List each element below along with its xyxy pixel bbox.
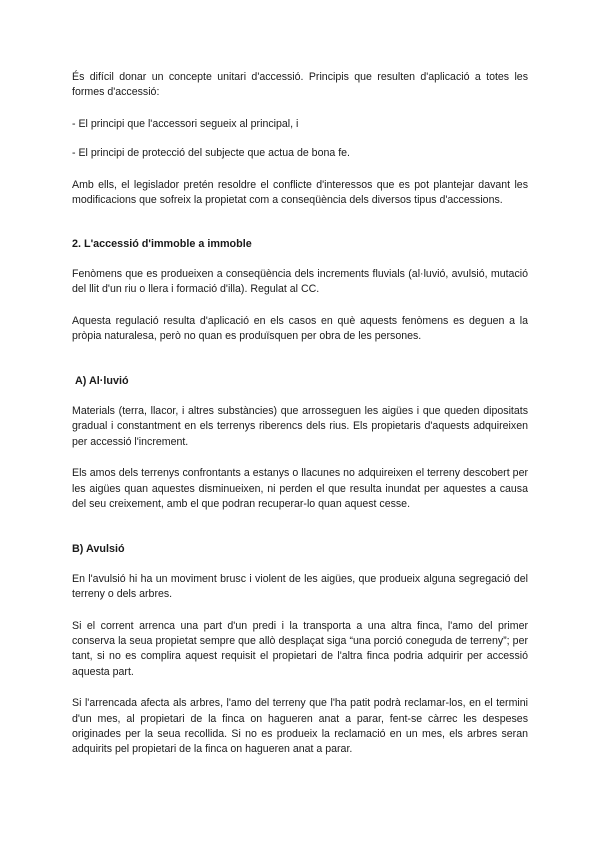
- intro-principle-2: - El principi de protecció del subjecte que actua de bona fe.: [72, 147, 350, 160]
- section-b-paragraph-2: Si el corrent arrenca una part d'un predi i la transporta a una altra finca, l'amo del primer conserva la seua propietat sempre que allò desplaçat siga “una porció coneguda de terreny”; per tant, si no es complira aquest requisit el propietari de l'altra finca podria adquirir per accessió aquesta part.: [72, 619, 528, 678]
- section-b-heading: B) Avulsió: [72, 543, 125, 556]
- intro-principle-1: - El principi que l'accessori segueix al principal, i: [72, 117, 299, 130]
- section-2-heading: 2. L'accessió d'immoble a immoble: [72, 238, 252, 251]
- section-2-paragraph-2: Aquesta regulació resulta d'aplicació en els casos en què aquests fenòmens es deguen a la pròpia naturalesa, però no quan es produïsquen per obra de les persones.: [72, 314, 528, 343]
- intro-paragraph-2: Amb ells, el legislador pretén resoldre el conflicte d'interessos que es pot plantejar davant les modificacions que sofreix la propietat com a conseqüència dels diversos tipus d'accessions.: [72, 178, 528, 207]
- section-a-paragraph-1: Materials (terra, llacor, i altres substàncies) que arrosseguen les aigües i que queden dipositats gradual i constantment en els terrenys riberencs dels rius. Els propietaris d'aquests adquireixen per accessió l'increment.: [72, 404, 528, 448]
- section-a-paragraph-2: Els amos dels terrenys confrontants a estanys o llacunes no adquireixen el terreny descobert per les aigües quan aquestes disminueixen, ni perden el que resulta inundat per aquestes a causa del seu creixement, amb el que podran recuperar-lo quan aquest cesse.: [72, 467, 528, 510]
- section-b-paragraph-3: Si l'arrencada afecta als arbres, l'amo del terreny que l'ha patit podrà reclamar-los, en el termini d'un mes, al propietari de la finca on hagueren anat a parar, fent-se càrrec les despeses originades per la seua recollida. Si no es produeix la reclamació en un mes, els arbres seran adquirits pel propietari de la finca on hagueren anat a parar.: [72, 697, 528, 756]
- section-b-paragraph-1: En l'avulsió hi ha un moviment brusc i violent de les aigües, que produeix alguna segregació del terreny o dels arbres.: [72, 572, 528, 601]
- document-page: [72, 70, 528, 758]
- intro-paragraph-1: És difícil donar un concepte unitari d'accessió. Principis que resulten d'aplicació a totes les formes d'accessió:: [72, 71, 528, 99]
- section-2-paragraph-1: Fenòmens que es produeixen a conseqüència dels increments fluvials (al·luvió, avulsió, mutació del llit d'un riu o llera i formació d'illa). Regulat al CC.: [72, 267, 528, 296]
- section-a-heading: A) Al·luvió: [75, 375, 129, 388]
